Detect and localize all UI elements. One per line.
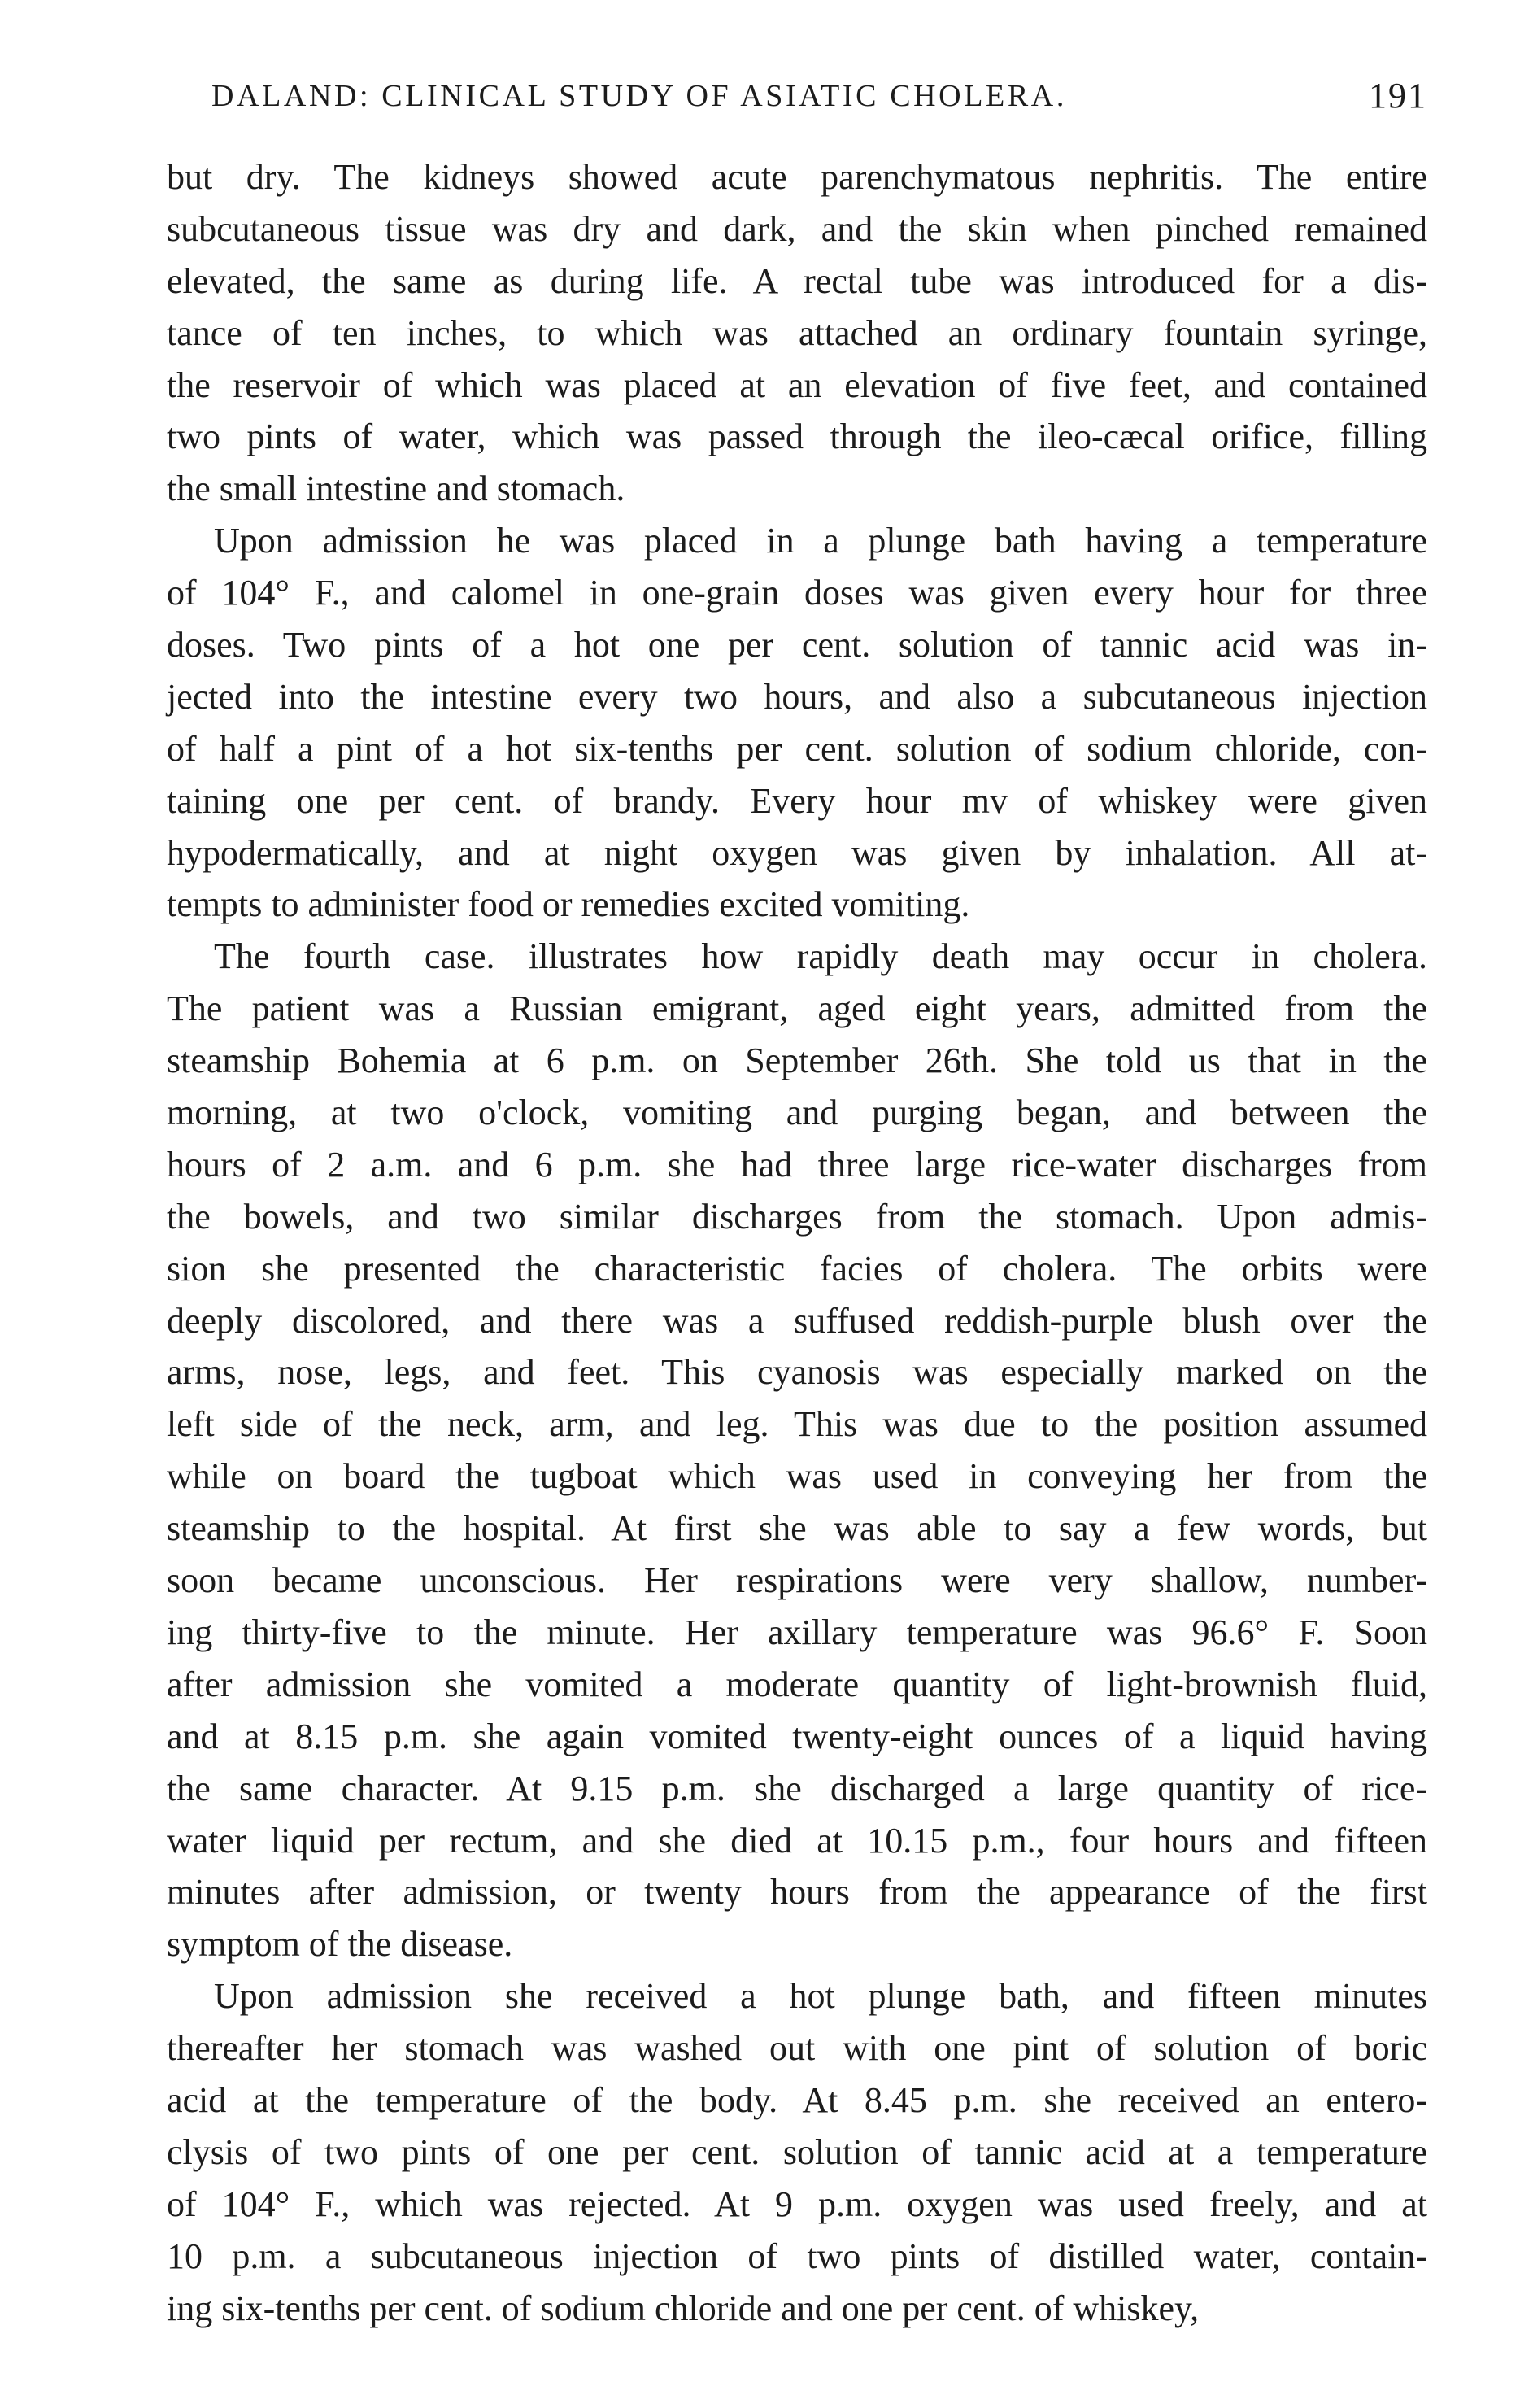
text-line: minutes after admission, or twenty hours from the appearance of the first (167, 1872, 1427, 1913)
text-line: acid at the temperature of the body. At 8.45 p.m. she received an entero- (167, 2079, 1427, 2120)
text-line: thereafter her stomach was washed out with one pint of solution of boric (167, 2028, 1427, 2069)
text-line: elevated, the same as during life. A rectal tube was introduced for a dis- (167, 260, 1427, 301)
text-line: after admission she vomited a moderate quantity of light-brownish fluid, (167, 1664, 1427, 1704)
text-line: Upon admission he was placed in a plunge bath having a temperature (214, 521, 1427, 561)
text-line: hypodermatically, and at night oxygen was given by inhalation. All at- (167, 832, 1427, 873)
text-line: the small intestine and stomach. (167, 469, 625, 509)
text-line: Upon admission she received a hot plunge bath, and fifteen minutes (214, 1976, 1427, 2017)
text-line: of 104° F., which was rejected. At 9 p.m. oxygen was used freely, and at (167, 2183, 1427, 2224)
text-line: sion she presented the characteristic facies of cholera. The orbits were (167, 1248, 1427, 1289)
paragraph (167, 931, 1427, 1970)
text-line: arms, nose, legs, and feet. This cyanosis was especially marked on the (167, 1352, 1427, 1393)
text-line: 10 p.m. a subcutaneous injection of two pints of distilled water, contain- (167, 2236, 1427, 2276)
text-line: taining one per cent. of brandy. Every hour mv of whiskey were given (167, 780, 1427, 821)
text-line: deeply discolored, and there was a suffused reddish-purple blush over the (167, 1300, 1427, 1341)
text-line: of 104° F., and calomel in one-grain doses was given every hour for three (167, 573, 1427, 613)
text-line: soon became unconscious. Her respirations were very shallow, number- (167, 1560, 1427, 1601)
text-line: of half a pint of a hot six-tenths per cent. solution of sodium chloride, con- (167, 728, 1427, 769)
paragraph (167, 151, 1427, 515)
running-title: DALAND: CLINICAL STUDY OF ASIATIC CHOLERA. (211, 79, 1067, 113)
text-line: ing six-tenths per cent. of sodium chloride and one per cent. of whiskey, (167, 2288, 1200, 2328)
text-line: tance of ten inches, to which was attached an ordinary fountain syringe, (167, 312, 1427, 353)
body-text (167, 151, 1427, 2334)
text-line: the same character. At 9.15 p.m. she discharged a large quantity of rice- (167, 1768, 1427, 1808)
paragraph (167, 515, 1427, 931)
text-line: the bowels, and two similar discharges from the stomach. Upon admis- (167, 1196, 1427, 1237)
text-line: water liquid per rectum, and she died at 10.15 p.m., four hours and fifteen (167, 1820, 1427, 1861)
page-number: 191 (1369, 76, 1427, 116)
text-line: steamship to the hospital. At first she was able to say a few words, but (167, 1508, 1427, 1549)
paragraph (167, 1970, 1427, 2334)
text-line: clysis of two pints of one per cent. solution of tannic acid at a temperature (167, 2131, 1427, 2172)
text-line: symptom of the disease. (167, 1924, 513, 1965)
text-line: two pints of water, which was passed through the ileo-cæcal orifice, filling (167, 417, 1427, 457)
text-line: steamship Bohemia at 6 p.m. on September 26th. She told us that in the (167, 1040, 1427, 1081)
text-line: hours of 2 a.m. and 6 p.m. she had three large rice-water discharges from (167, 1144, 1427, 1184)
text-line: tempts to administer food or remedies excited vomiting. (167, 884, 970, 925)
text-line: while on board the tugboat which was used in conveying her from the (167, 1456, 1427, 1497)
text-line: the reservoir of which was placed at an elevation of five feet, and contained (167, 364, 1427, 405)
text-line: subcutaneous tissue was dry and dark, and the skin when pinched remained (167, 208, 1427, 249)
text-line: morning, at two o'clock, vomiting and purging began, and between the (167, 1093, 1427, 1133)
text-line: doses. Two pints of a hot one per cent. solution of tannic acid was in- (167, 625, 1427, 665)
text-line: ing thirty-five to the minute. Her axillary temperature was 96.6° F. Soon (167, 1612, 1427, 1652)
text-line: but dry. The kidneys showed acute parenchymatous nephritis. The entire (167, 157, 1427, 197)
running-head (163, 63, 1427, 129)
text-line: The fourth case. illustrates how rapidly death may occur in cholera. (214, 936, 1427, 977)
text-line: and at 8.15 p.m. she again vomited twenty-eight ounces of a liquid having (167, 1716, 1427, 1756)
text-line: The patient was a Russian emigrant, aged eight years, admitted from the (167, 988, 1427, 1029)
text-line: left side of the neck, arm, and leg. This was due to the position assumed (167, 1404, 1427, 1445)
text-line: jected into the intestine every two hours, and also a subcutaneous injection (167, 676, 1427, 717)
